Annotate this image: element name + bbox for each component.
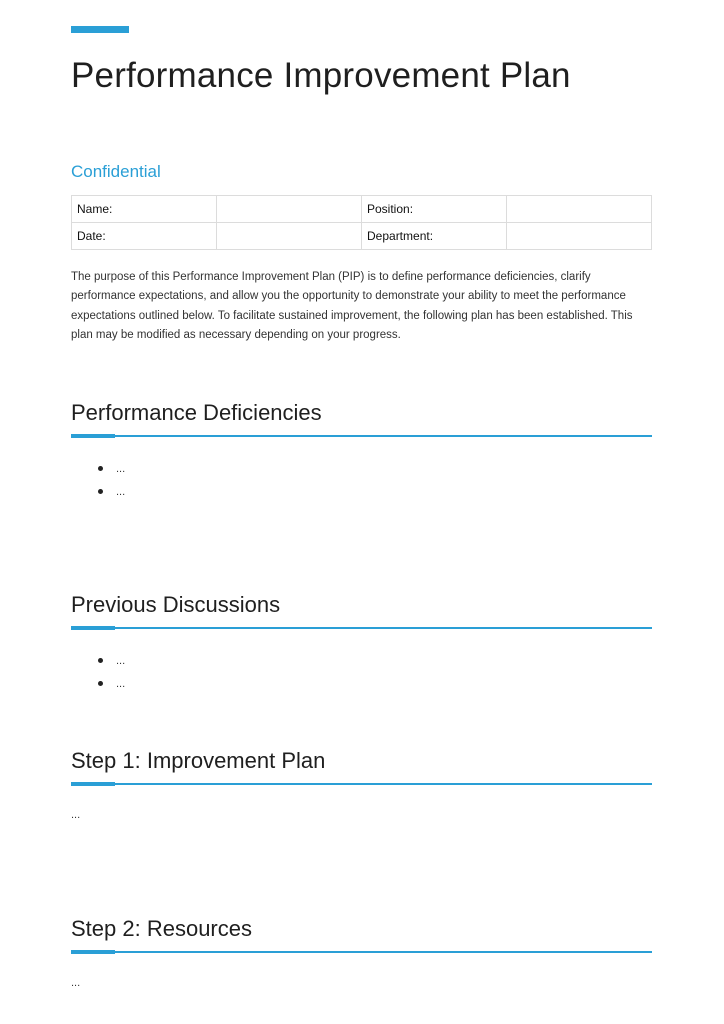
department-label: Department: bbox=[362, 223, 507, 250]
section-divider bbox=[71, 951, 652, 953]
position-value-cell[interactable] bbox=[507, 196, 652, 223]
section-title: Step 2: Resources bbox=[71, 916, 252, 941]
name-value-cell[interactable] bbox=[217, 196, 362, 223]
section-title: Previous Discussions bbox=[71, 592, 281, 617]
section-divider bbox=[71, 435, 652, 437]
bullet-icon bbox=[98, 466, 103, 471]
section-previous-discussions bbox=[71, 592, 652, 629]
section-divider bbox=[71, 783, 652, 785]
bullet-icon bbox=[98, 489, 103, 494]
title-accent-bar bbox=[71, 26, 129, 33]
bullet-icon bbox=[98, 681, 103, 686]
list-item bbox=[98, 462, 125, 485]
section-step1-improvement-plan bbox=[71, 748, 652, 785]
bullet-icon bbox=[98, 658, 103, 663]
step1-body-text: ... bbox=[71, 809, 81, 821]
position-label: Position: bbox=[362, 196, 507, 223]
list-item bbox=[98, 485, 125, 508]
section-performance-deficiencies bbox=[71, 400, 652, 437]
section-step2-resources bbox=[71, 916, 652, 953]
name-label: Name: bbox=[72, 196, 217, 223]
section-divider-accent bbox=[71, 782, 115, 786]
section-divider bbox=[71, 627, 652, 629]
date-label: Date: bbox=[72, 223, 217, 250]
table-row bbox=[72, 196, 652, 223]
employee-info-table bbox=[71, 195, 652, 250]
document-title: Performance Improvement Plan bbox=[71, 56, 571, 95]
section-title: Performance Deficiencies bbox=[71, 400, 322, 425]
section-title: Step 1: Improvement Plan bbox=[71, 748, 326, 773]
step2-body-text: ... bbox=[71, 977, 81, 989]
list-item bbox=[98, 654, 125, 677]
list-item-text: ... bbox=[116, 655, 126, 667]
section-divider-accent bbox=[71, 950, 115, 954]
department-value-cell[interactable] bbox=[507, 223, 652, 250]
discussions-list bbox=[98, 654, 125, 700]
intro-paragraph: The purpose of this Performance Improvement Plan (PIP) is to define performance deficiencies, clarify performance expectations, and allow you the opportunity to demonstrate your ability to meet the performance expectations outlined below. To facilitate sustained improvement, the following plan has been established. This plan may be modified as necessary depending on your progress. bbox=[71, 271, 633, 341]
deficiencies-list bbox=[98, 462, 125, 508]
list-item bbox=[98, 677, 125, 700]
section-divider-accent bbox=[71, 626, 115, 630]
section-divider-accent bbox=[71, 434, 115, 438]
list-item-text: ... bbox=[116, 678, 126, 690]
confidential-label: Confidential bbox=[71, 162, 161, 181]
list-item-text: ... bbox=[116, 486, 126, 498]
list-item-text: ... bbox=[116, 463, 126, 475]
table-row bbox=[72, 223, 652, 250]
date-value-cell[interactable] bbox=[217, 223, 362, 250]
